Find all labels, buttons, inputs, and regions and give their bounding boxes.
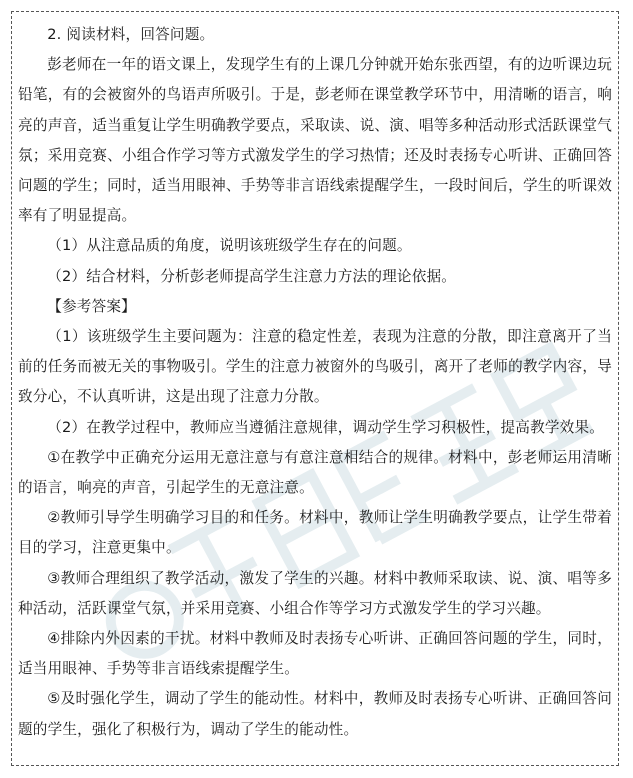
answer-point-5: ⑤及时强化学生，调动了学生的能动性。材料中，教师及时表扬专心听讲、正确回答问题的学生，强化了积极行为，调动了学生的能动性。 [18,690,612,738]
answer-point-1: ①在教学中正确充分运用无意注意与有意注意相结合的规律。材料中，彭老师运用清晰的语言，响亮的声音，引起学生的无意注意。 [18,448,612,497]
answer-heading: 【参考答案】 [47,297,136,315]
question-title: 2. 阅读材料，回答问题。 [47,26,215,43]
answer-1: （1）该班级学生主要问题为：注意的稳定性差，表现为注意的分散，即注意离开了当前的任务而被无关的事物吸引。学生的注意力被窗外的鸟吸引，离开了老师的教学内容，导致分心，不认真听讲，这是出现了注意力分散。 [18,328,612,406]
sub-question-1: （1）从注意品质的角度，说明该班级学生存在的问题。 [47,237,412,255]
sub-question-2: （2）结合材料，分析彭老师提高学生注意力方法的理论依据。 [47,267,457,285]
document-body [18,18,612,745]
answer-point-4: ④排除内外因素的干扰。材料中教师及时表扬专心听讲、正确回答问题的学生，同时，适当用眼神、手势等非言语线索提醒学生。 [18,630,612,678]
answer-2: （2）在教学过程中，教师应当遵循注意规律，调动学生学习积极性，提高教学效果。 [47,418,605,436]
answer-point-2: ②教师引导学生明确学习目的和任务。材料中，教师让学生明确教学要点，让学生带着目的学习，注意更集中。 [18,509,612,557]
question-material: 彭老师在一年的语文课上，发现学生有的上课几分钟就开始东张西望，有的边听课边玩铅笔，有的会被窗外的鸟语声所吸引。于是，彭老师在课堂教学环节中，用清晰的语言，响亮的声音，适当重复让学生明确教学要点，采取读、说、演、唱等多种活动形式活跃课堂气氛；采用竞赛、小组合作学习等方式激发学生的学习热情；还及时表扬专心听讲、正确回答问题的学生；同时，适当用眼神、手势等非言语线索提醒学生，一段时间后，学生的听课效率有了明显提高。 [18,56,612,225]
answer-point-3: ③教师合理组织了教学活动，激发了学生的兴趣。材料中教师采取读、说、演、唱等多种活动，活跃课堂气氛，并采用竞赛、小组合作等学习方式激发学生的学习兴趣。 [18,569,612,617]
